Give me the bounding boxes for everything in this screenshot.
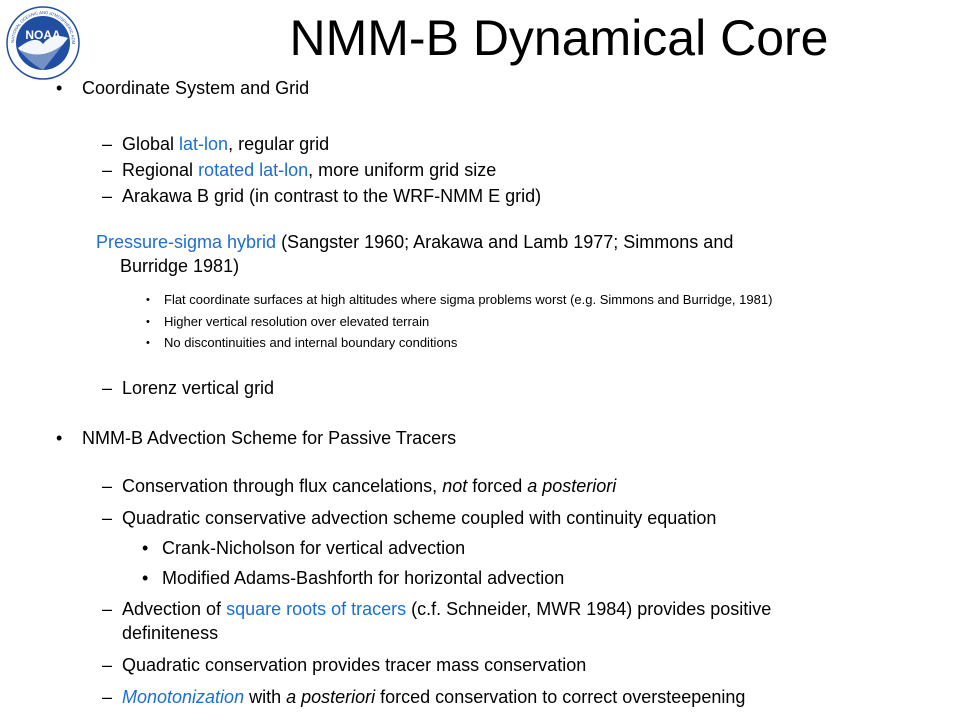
bullet-marker: • <box>56 78 63 98</box>
bullet-label: Coordinate System and Grid <box>82 78 310 98</box>
highlight-pressure-sigma: Pressure-sigma hybrid <box>96 232 277 252</box>
page-title: NMM-B Dynamical Core <box>289 10 829 66</box>
logo-text: NOAA <box>25 28 61 42</box>
highlight-square-roots: square roots of tracers <box>226 599 407 619</box>
dash-marker: – <box>102 160 113 180</box>
highlight-monotonization: Monotonization <box>122 687 245 707</box>
bullet-marker: • <box>146 316 150 328</box>
bullet-label: NMM-B Advection Scheme for Passive Tracers <box>82 428 457 448</box>
bullet-marker: • <box>146 337 150 349</box>
highlight-rotated-lat-lon: rotated lat-lon <box>198 160 309 180</box>
highlight-lat-lon: lat-lon <box>179 134 229 154</box>
bullet-marker: • <box>56 428 63 448</box>
dash-marker: – <box>102 476 113 496</box>
dash-marker: – <box>102 134 113 154</box>
logo-ring-text: NATIONAL OCEANIC AND ATMOSPHERIC ADM <box>9 9 77 45</box>
bullet-marker: • <box>142 568 149 588</box>
dash-marker: – <box>102 378 113 398</box>
bullet-marker: • <box>142 538 149 558</box>
dash-marker: – <box>102 186 113 206</box>
pressure-sigma-paragraph: Pressure-sigma hybrid (Sangster 1960; Arakawa and Lamb 1977; Simmons and Burridge 1981) <box>96 232 734 276</box>
dash-marker: – <box>102 655 113 675</box>
dash-marker: – <box>102 508 113 528</box>
bullet-marker: • <box>146 294 150 306</box>
dash-marker: – <box>102 687 113 707</box>
dash-marker: – <box>102 599 113 619</box>
